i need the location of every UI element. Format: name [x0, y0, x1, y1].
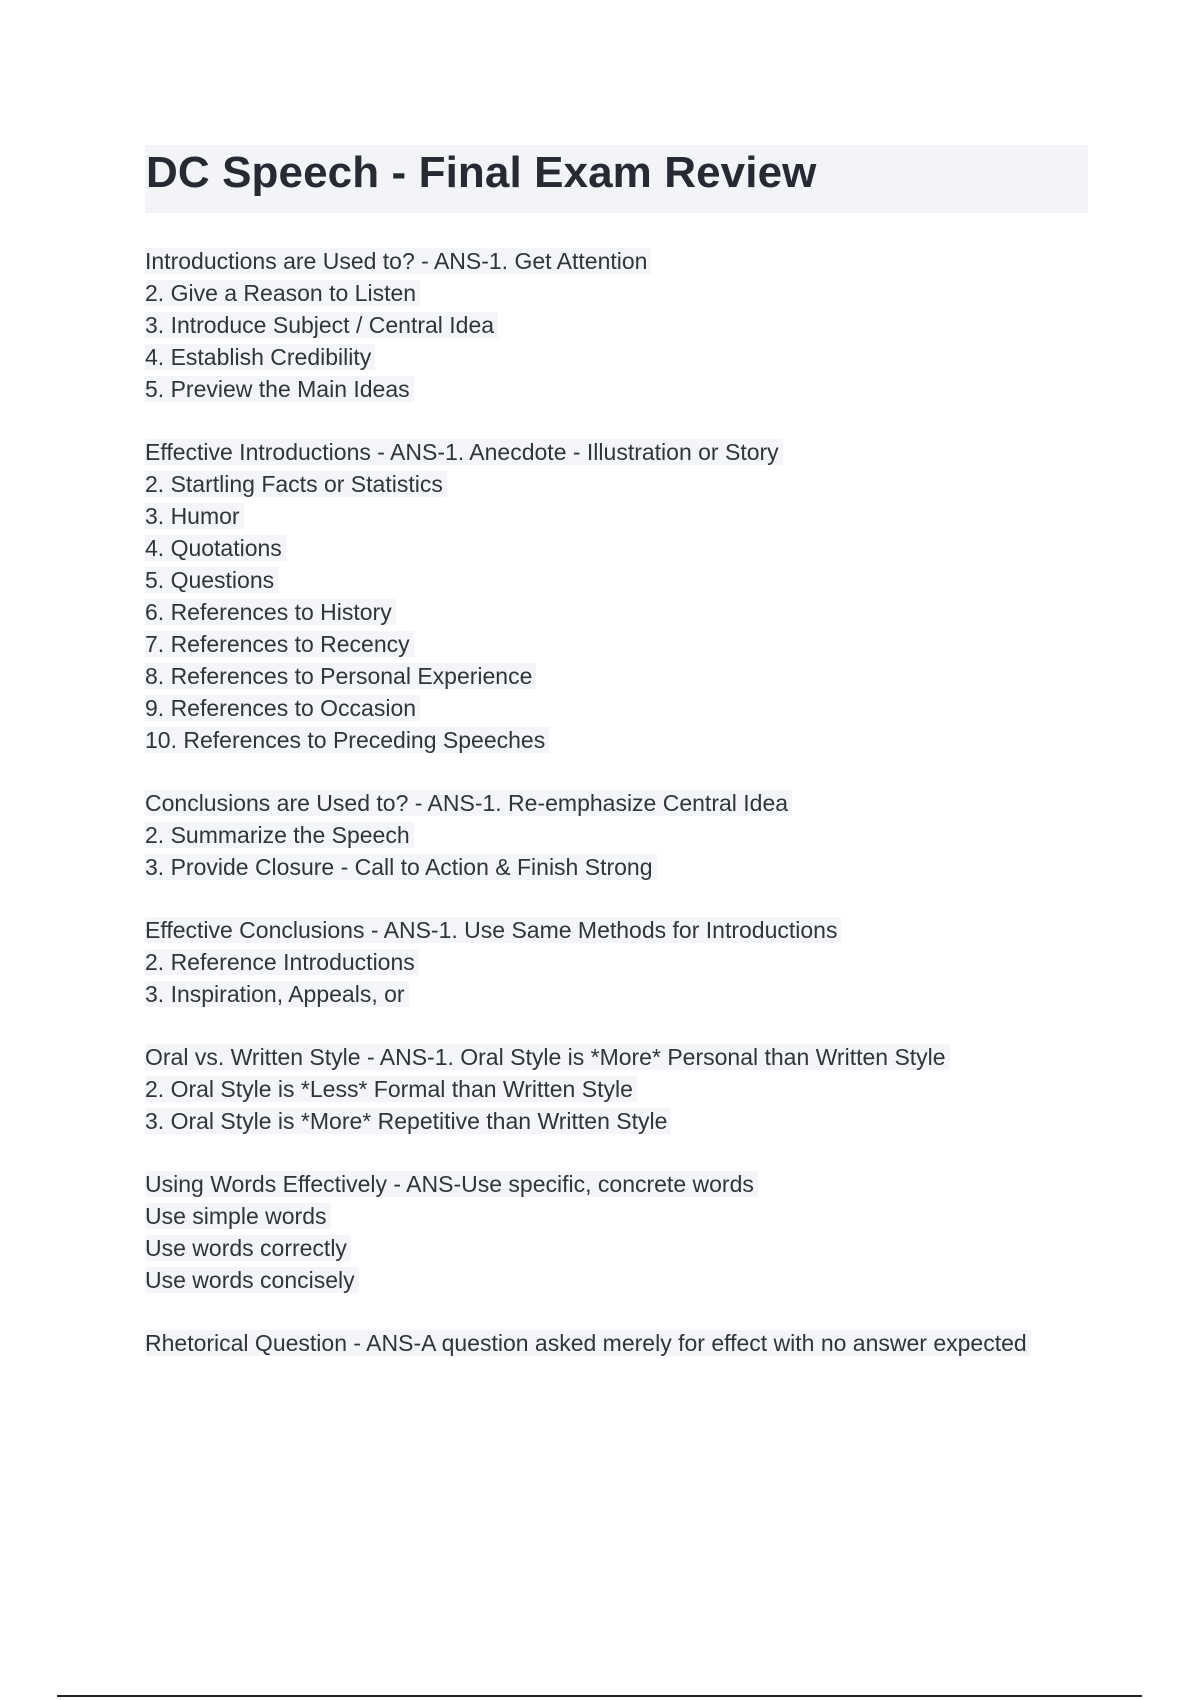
qa-entry [145, 1327, 1105, 1359]
qa-entry [145, 436, 1105, 756]
qa-line: 3. Inspiration, Appeals, or [145, 978, 1105, 1010]
qa-line: 2. Give a Reason to Listen [145, 277, 1105, 309]
qa-line: 10. References to Preceding Speeches [145, 724, 1105, 756]
qa-line: 3. Provide Closure - Call to Action & Finish Strong [145, 851, 1105, 883]
qa-line: Using Words Effectively - ANS-Use specific, concrete words [145, 1168, 1105, 1200]
qa-line: 9. References to Occasion [145, 692, 1105, 724]
qa-line: 2. Reference Introductions [145, 946, 1105, 978]
page-title: DC Speech - Final Exam Review [146, 148, 817, 197]
qa-entry [145, 1041, 1105, 1137]
qa-entry [145, 914, 1105, 1010]
qa-line: 7. References to Recency [145, 628, 1105, 660]
qa-line: Use words concisely [145, 1264, 1105, 1296]
qa-line: 2. Summarize the Speech [145, 819, 1105, 851]
qa-entry [145, 1168, 1105, 1296]
qa-line: 3. Introduce Subject / Central Idea [145, 309, 1105, 341]
footer-divider [57, 1695, 1142, 1697]
qa-line: 8. References to Personal Experience [145, 660, 1105, 692]
qa-line: 5. Preview the Main Ideas [145, 373, 1105, 405]
qa-entry [145, 245, 1105, 405]
qa-line: Oral vs. Written Style - ANS-1. Oral Style is *More* Personal than Written Style [145, 1041, 1105, 1073]
qa-line: 3. Humor [145, 500, 1105, 532]
qa-line: Rhetorical Question - ANS-A question asked merely for effect with no answer expected [145, 1327, 1105, 1359]
qa-line: 2. Startling Facts or Statistics [145, 468, 1105, 500]
qa-entry [145, 787, 1105, 883]
qa-line: Effective Introductions - ANS-1. Anecdote - Illustration or Story [145, 436, 1105, 468]
qa-line: Use simple words [145, 1200, 1105, 1232]
qa-line: Introductions are Used to? - ANS-1. Get Attention [145, 245, 1105, 277]
qa-line: Conclusions are Used to? - ANS-1. Re-emphasize Central Idea [145, 787, 1105, 819]
qa-list [145, 245, 1105, 1390]
qa-line: 3. Oral Style is *More* Repetitive than Written Style [145, 1105, 1105, 1137]
qa-line: 2. Oral Style is *Less* Formal than Written Style [145, 1073, 1105, 1105]
qa-line: 5. Questions [145, 564, 1105, 596]
qa-line: Effective Conclusions - ANS-1. Use Same Methods for Introductions [145, 914, 1105, 946]
qa-line: Use words correctly [145, 1232, 1105, 1264]
qa-line: 4. Quotations [145, 532, 1105, 564]
qa-line: 4. Establish Credibility [145, 341, 1105, 373]
qa-line: 6. References to History [145, 596, 1105, 628]
